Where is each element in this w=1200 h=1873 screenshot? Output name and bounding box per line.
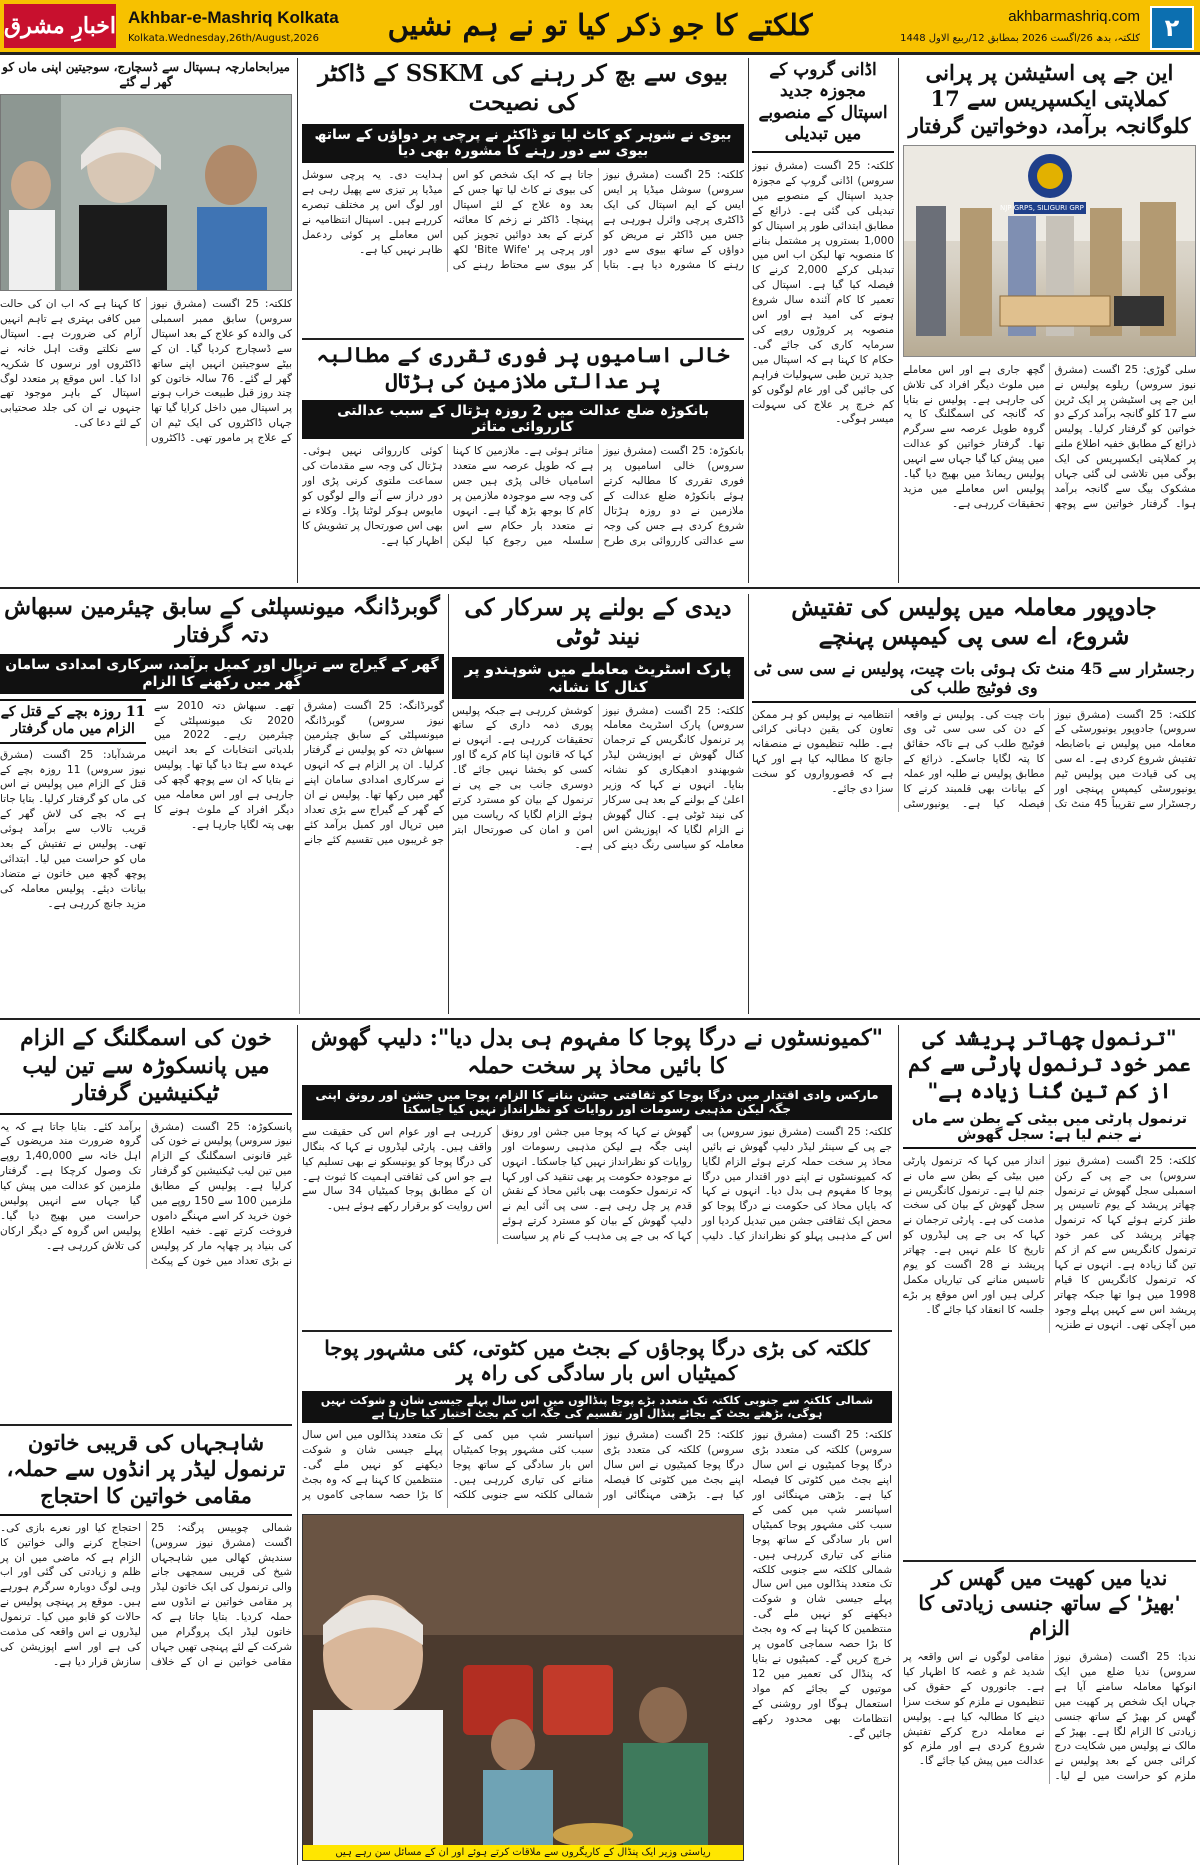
photo-arrested-women: [903, 145, 1196, 357]
article-body: بانکوڑہ: 25 اگست (مشرق نیوز سروس) خالی اسامیوں پر فوری تقرری کا مطالبہ کرتے ہوئے بانکوڑہ ضلع عدالت کے ملازمین نے دو روزہ ہڑتال شروع کردی ہے جس کی وجہ سے عدالتی کارروائی بری طرح متاثر ہوئی ہے۔ ملازمین کا کہنا ہے کہ طویل عرصہ سے متعدد اسامیاں خالی پڑی ہیں جس کی وجہ سے موجودہ ملازمین پر کام کا بوجھ بڑھ گیا ہے۔ انہوں نے متعدد بار حکام سے اس سلسلہ میں رجوع کیا لیکن کوئی کارروائی نہیں ہوئی۔ ہڑتال کی وجہ سے مقدمات کی سماعت ملتوی کرنی پڑی اور دور دراز سے آنے والے لوگوں کو مایوس ہوکر لوٹنا پڑا۔ وکلاء نے بھی اس صورتحال پر تشویش کا اظہار کیا ہے۔: [302, 445, 744, 547]
headline[interactable]: دیدی کے بولنے پر سرکار کی نیند ٹوٹی: [464, 594, 732, 650]
photo-discharge: [0, 94, 292, 291]
headline[interactable]: جادوپور معاملہ میں پولیس کی تفتیش شروع، اے سی پی کیمپس پہنچے: [791, 594, 1157, 650]
subheadline: ترنمول پارٹی میں بیٹی کے بطن سے ماں نے جنم لیا ہے: سجل گھوش: [903, 1109, 1196, 1149]
photo-badge-text: NJP GRPS, SILIGURI GRP: [1000, 203, 1084, 212]
police-group-photo: [904, 146, 1196, 356]
article-gobardanga-chairman[interactable]: [0, 594, 444, 1014]
masthead: [0, 0, 1200, 55]
article-body: کلکتہ: 25 اگست (مشرق نیوز سروس) جادوپور یونیورسٹی کے معاملہ میں پولیس نے باضابطہ تفتیش شروع کردی ہے۔ اے سی پی کی قیادت میں پولیس ٹیم یونیورسٹی کیمپس پہنچی اور رجسٹرار سے تقریباً 45 منٹ تک بات چیت کی۔ پولیس نے واقعہ کے دن کی سی سی ٹی وی فوٹیج طلب کی ہے تاکہ حقائق کا پتہ لگایا جاسکے۔ ذرائع کے مطابق پولیس نے طلبہ اور عملہ کے بیانات بھی قلمبند کرنے کا فیصلہ کیا ہے۔ یونیورسٹی انتظامیہ نے پولیس کو ہر ممکن تعاون کی یقین دہانی کرائی ہے۔ طلبہ تنظیموں نے منصفانہ جانچ کا مطالبہ کیا ہے اور کہا ہے کہ قصورواروں کو سخت سزا دی جائے۔: [752, 708, 1196, 810]
page-number: ۲: [1150, 6, 1194, 50]
article-adani-hospital[interactable]: [752, 58, 894, 583]
subheadline-bar: پارک اسٹریٹ معاملے میں شوہندو پر کنال کا نشانہ: [452, 657, 744, 699]
article-body: سلی گوڑی: 25 اگست (مشرق نیوز سروس) ریلوے پولیس نے این جے پی اسٹیشن پر ایک ٹرین سے 17 کلو گانجہ برآمد کرکے دو خواتین کو گرفتار کرلیا۔ پولیس ذرائع کے مطابق خفیہ اطلاع ملنے پر کملاپتی ایکسپریس کی ایک بوگی میں تلاشی لی گئی جہاں مشکوک بیگ سے گانجہ برآمد ہوا۔ گرفتار خواتین سے پوچھ گچھ جاری ہے اور اس معاملے میں ملوث دیگر افراد کی تلاش کی جارہی ہے۔ پولیس نے بتایا کہ گانجہ کی اسمگلنگ کا یہ گروہ طویل عرصہ سے سرگرم تھا۔ گرفتار خواتین کو عدالت میں پیش کیا گیا جہاں سے انہیں پولیس ریمانڈ میں بھیج دیا گیا۔ پولیس اس معاملے میں مزید تحقیقات کررہی ہے۔: [903, 363, 1196, 510]
photo-artisans: [302, 1514, 744, 1861]
headline[interactable]: بیوی سے بچ کر رہنے کی SSKM کے ڈاکٹر کی نصیحت: [318, 60, 728, 116]
article-body-col1: کلکتہ: 25 اگست (مشرق نیوز سروس) کلکتہ کی متعدد بڑی درگا پوجا کمیٹیوں نے اس سال اپنے بجٹ میں کٹوتی کا فیصلہ کیا ہے۔ بڑھتی مہنگائی اور اسپانسر شپ میں کمی کے سبب کئی مشہور پوجا کمیٹیاں اس بار سادگی کے ساتھ پوجا منانے کی تیاری کررہی ہیں۔ شمالی کلکتہ سے جنوبی کلکتہ تک متعدد پنڈالوں میں اس سال پہلے جیسی شان و شوکت دیکھنے کو نہیں ملے گی۔ منتظمین کا کہنا ہے کہ وہ بجٹ کا بڑا حصہ سماجی کاموں پر خرچ کریں گے۔ کمیٹیوں نے بتایا کہ پنڈال کی تعمیر میں 12 موتیوں کے بجائے کم مواد استعمال ہوگا اور روشنی کے انتظامات بھی محدود رکھے جائیں گے۔: [752, 1429, 892, 1740]
subheadline-bar: بیوی نے شوہر کو کاٹ لیا تو ڈاکٹر نے پرچی پر دواؤں کے ساتھ بیوی سے دور رہنے کا مشورہ بھی دیا: [302, 124, 744, 164]
section-rule: [302, 1330, 892, 1332]
headline[interactable]: گوبرڈانگہ میونسپلٹی کے سابق چیئرمین سبھاش دتہ گرفتار: [4, 594, 440, 648]
section-rule: [302, 338, 744, 340]
article-body: گوبرڈانگہ: 25 اگست (مشرق نیوز سروس) گوبرڈانگہ میونسپلٹی کے سابق چیئرمین سبھاش دتہ کو پولیس نے گرفتار کرلیا۔ ان پر الزام ہے کہ انہوں نے سرکاری امدادی سامان اپنے گھر میں رکھا تھا۔ پولیس نے ان کے گھر کے گیراج سے بڑی تعداد میں ترپال اور کمبل برآمد کئے جو غریبوں میں تقسیم کئے جانے تھے۔ سبھاش دتہ 2010 سے 2020 تک میونسپلٹی کے چیئرمین رہے۔ 2022 میں بلدیاتی انتخابات کے بعد انہیں عہدہ سے ہٹا دیا گیا تھا۔ پولیس نے بتایا کہ ان سے پوچھ گچھ کی جارہی ہے اور اس معاملہ میں دیگر افراد کے ملوث ہونے کا بھی پتہ لگایا جارہا ہے۔: [154, 699, 444, 846]
article-body: شمالی چوبیس پرگنہ: 25 اگست (مشرق نیوز سروس) سندیش کھالی میں شاہجہاں شیخ کی قریبی سمجھی جانے والی ترنمول کی ایک خاتون لیڈر پر مقامی خواتین نے انڈوں سے حملہ کردیا۔ بتایا جاتا ہے کہ خاتون لیڈر ایک پروگرام میں شرکت کے لئے پہنچی تھیں جہاں مقامی خواتین نے ان کے خلاف احتجاج کیا اور نعرے بازی کی۔ احتجاج کرنے والی خواتین کا الزام ہے کہ ماضی میں ان پر ظلم و زیادتی کی گئی اور اب وہی لوگ دوبارہ سرگرم ہورہے ہیں۔ موقع پر پہنچی پولیس نے حالات کو قابو میں کیا۔ ترنمول لیڈروں نے اس واقعہ کی مذمت کی ہے اور اسے اپوزیشن کی سازش قرار دیا ہے۔: [0, 1521, 292, 1668]
article-body: کلکتہ: 25 اگست (مشرق نیوز سروس) سوشل میڈیا پر ایس ایس کے ایم اسپتال کی ایک ڈاکٹری پرچی وائرل ہورہی ہے جس میں ڈاکٹر نے مریض کو دواؤں کے ساتھ بیوی سے دور رہنے کا مشورہ دیا ہے۔ بتایا جاتا ہے کہ ایک شخص کو اس کی بیوی نے کاٹ لیا تھا جس کے بعد وہ علاج کے لئے اسپتال پہنچا۔ ڈاکٹر نے زخم کا معائنہ کرنے کے بعد دوائیں تجویز کیں اور پرچی پر 'Bite Wife' لکھ کر بیوی سے محتاط رہنے کی ہدایت دی۔ یہ پرچی سوشل میڈیا پر تیزی سے پھیل رہی ہے اور لوگ اس پر مختلف تبصرے کررہے ہیں۔ اسپتال انتظامیہ نے اس معاملے پر کوئی ردعمل ظاہر نہیں کیا ہے۔: [302, 169, 744, 271]
subheadline-bar: گھر کے گیراج سے ترپال اور کمبل برآمد، سرکاری امدادی سامان گھر میں رکھنے کا الزام: [0, 654, 444, 694]
article-jadavpur-probe[interactable]: [752, 594, 1196, 1014]
headline[interactable]: کلکتہ کی بڑی درگا پوجاؤں کے بجٹ میں کٹوتی، کئی مشہور پوجا کمیٹیاں اس بار سادگی کی راہ پر: [324, 1336, 870, 1385]
subheadline: رجسٹرار سے 45 منٹ تک ہوئی بات چیت، پولیس نے سی سی ٹی وی فوٹیج طلب کی: [752, 657, 1196, 703]
article-body: کلکتہ: 25 اگست (مشرق نیوز سروس) بی جے پی کے رکن اسمبلی سجل گھوش نے ترنمول چھاتر پریشد کے یوم تاسیس پر طنز کرتے ہوئے کہا کہ ترنمول چھاتر پریشد کی عمر خود ترنمول کانگریس سے کم از کم تین گنا زیادہ ہے۔ انہوں نے کہا کہ ترنمول کانگریس کا قیام 1998 میں ہوا تھا جبکہ چھاتر پریشد اس سے کہیں پہلے وجود میں آچکی تھی۔ انہوں نے طنزیہ انداز میں کہا کہ ترنمول پارٹی میں بیٹی کے بطن سے ماں نے جنم لیا ہے۔ ترنمول کانگریس نے سجل گھوش کے بیان کی سخت مذمت کی ہے۔ پارٹی ترجمان نے کہا کہ بی جے پی لیڈروں کو تاریخ کا علم نہیں ہے۔ چھاتر پریشد نے 28 اگست کو یوم تاسیس منانے کی تیاریاں مکمل کرلی ہیں اور اس موقع پر بڑے جلسہ کا انعقاد کیا جائے گا۔: [903, 1154, 1196, 1331]
article-sskm-doctor[interactable]: [302, 58, 744, 336]
column-rule: [748, 58, 749, 583]
subheadline-bar: مارکس وادی اقتدار میں درگا پوجا کو ثقافتی جشن بنانے کا الزام، پوجا میں جشن اور رونق اپنی جگہ لیکن مذہبی رسومات اور روایات کو نظرانداز نہیں کیا جاسکتا: [302, 1085, 892, 1120]
inner-article-body: مرشدآباد: 25 اگست (مشرق نیوز سروس) 11 روزہ بچے کے قتل کے الزام میں پولیس نے اس کی ماں کو گرفتار کرلیا۔ بتایا جاتا ہے کہ بچے کی لاش گھر کے قریب تالاب سے برآمد ہوئی تھی۔ پولیس نے تفتیش کے بعد ماں کو حراست میں لیا۔ ابتدائی پوچھ گچھ میں خاتون نے متضاد بیانات دیئے۔ پولیس معاملہ کی مزید جانچ کررہی ہے۔: [0, 748, 146, 910]
subheadline-bar: بانکوڑہ ضلع عدالت میں 2 روزہ ہڑتال کے سبب عدالتی کارروائی متاثر: [302, 400, 744, 440]
section-rule: [0, 1424, 292, 1426]
section-rule: [903, 1560, 1196, 1562]
headline[interactable]: این جے پی اسٹیشن پر پرانی کملاپتی ایکسپریس سے 17 کلوگانجہ برآمد، دوخواتین گرفتار: [908, 60, 1191, 138]
masthead-slogan: کلکتے کا جو ذکر کیا تو نے ہم نشیں: [387, 8, 813, 42]
article-dilip-ghosh[interactable]: [302, 1025, 892, 1325]
subheadline-bar: شمالی کلکتہ سے جنوبی کلکتہ تک متعدد بڑے پوجا پنڈالوں میں اس سال پہلے جیسی شان و شوکت نہیں ہوگی، بڑھتے بجٹ کے بجائے پنڈال اور تقسیم کی جگہ اب کم بجٹ اختیار کیا جارہا ہے: [302, 1391, 892, 1423]
article-body: ندیا: 25 اگست (مشرق نیوز سروس) ندیا ضلع میں ایک انوکھا معاملہ سامنے آیا ہے جہاں ایک شخص پر کھیت میں گھس کر بھیڑ کے ساتھ جنسی زیادتی کا الزام لگا ہے۔ بھیڑ کے مالک نے پولیس میں شکایت درج کرائی جس کے بعد پولیس نے ملزم کو حراست میں لے لیا۔ مقامی لوگوں نے اس واقعہ پر شدید غم و غصہ کا اظہار کیا ہے۔ جانوروں کے حقوق کی تنظیموں نے ملزم کو سخت سزا دینے کا مطالبہ کیا ہے۔ پولیس نے معاملہ درج کرکے تفتیش شروع کردی ہے اور ملزم کو عدالت میں پیش کیا جائے گا۔: [903, 1651, 1196, 1783]
headline[interactable]: "ترنمول چھاتر پریشد کی عمر خود ترنمول پارٹی سے کم از کم تین گنا زیادہ ہے": [908, 1025, 1191, 1103]
column-rule: [898, 1025, 899, 1865]
article-blood-smuggling[interactable]: [0, 1025, 292, 1420]
article-nadia-sheep[interactable]: [903, 1566, 1196, 1866]
artisan-workshop-photo: [303, 1515, 744, 1860]
crowd-photo: [1, 95, 292, 290]
inner-article-child-murder[interactable]: [0, 699, 146, 1014]
masthead-title-en: Akhbar-e-Mashriq Kolkata: [128, 8, 339, 27]
article-durga-puja-budget[interactable]: [302, 1336, 892, 1866]
article-body: کلکتہ: 25 اگست (مشرق نیوز سروس) بی جے پی کے سینئر لیڈر دلیپ گھوش نے بائیں محاذ پر سخت حملہ کرتے ہوئے الزام لگایا کہ کمیونسٹوں نے اپنے دور اقتدار میں درگا پوجا کا مفہوم ہی بدل دیا۔ انہوں نے کہا کہ بایاں محاذ کی حکومت نے درگا پوجا کو محض ایک ثقافتی جشن میں تبدیل کردیا اور اس کے مذہبی پہلو کو نظرانداز کیا۔ دلیپ گھوش نے کہا کہ پوجا میں جشن اور رونق اپنی جگہ ہے لیکن مذہبی رسومات اور روایات کو نظرانداز نہیں کیا جاسکتا۔ انہوں نے موجودہ حکومت پر بھی تنقید کی اور کہا کہ ترنمول حکومت بھی بائیں محاذ کے نقش قدم پر چل رہی ہے۔ سی پی آئی ایم نے دلیپ گھوش کے بیان کو مسترد کرتے ہوئے کہا کہ بی جے پی مذہب کے نام پر سیاست کررہی ہے اور عوام اس کی حقیقت سے واقف ہیں۔ پارٹی لیڈروں نے کہا کہ بنگال کی درگا پوجا کو یونیسکو نے بھی تسلیم کیا ہے جو اس کی ثقافتی اہمیت کا ثبوت ہے۔ ان کے مطابق پوجا کمیٹیاں 34 سال سے اس روایت کو برقرار رکھے ہوئے ہیں۔: [302, 1125, 892, 1243]
headline[interactable]: "کمیونسٹوں نے درگا پوجا کا مفہوم ہی بدل دیا": دلیپ گھوش کا بائیں محاذ پر سخت حملہ: [310, 1025, 884, 1079]
article-court-strike[interactable]: [302, 342, 744, 582]
column-rule: [448, 594, 449, 1014]
article-body: پانسکوڑہ: 25 اگست (مشرق نیوز سروس) پولیس نے خون کی غیر قانونی اسمگلنگ کے الزام میں تین لیب ٹیکنیشین کو گرفتار کرلیا ہے۔ پولیس کے مطابق ملزمین 100 سے 150 روپے میں خون خرید کر اسے مہنگے داموں فروخت کرتے تھے۔ خفیہ اطلاع کی بنیاد پر چھاپہ مار کر پولیس نے بڑی تعداد میں خون کے پیکٹ برآمد کئے۔ بتایا جاتا ہے کہ یہ گروہ ضرورت مند مریضوں کے اہل خانہ سے 1,40,000 روپے تک وصول کرچکا ہے۔ گرفتار ملزمین کو عدالت میں پیش کیا گیا جہاں سے انہیں پولیس حراست میں بھیج دیا گیا۔ پولیس اس گروہ کے دیگر ارکان کی تلاش کررہی ہے۔: [0, 1120, 292, 1267]
article-njp-ganja[interactable]: [903, 58, 1196, 583]
headline[interactable]: میرابحامارچہ ہسپتال سے ڈسچارج، سوجیتین اپنی ماں کو گھر لے گئے: [2, 60, 290, 89]
article-tmcp-age[interactable]: [903, 1025, 1196, 1555]
headline[interactable]: خون کی اسمگلنگ کے الزام میں پانسکوڑہ سے تین لیب ٹیکنیشین گرفتار: [0, 1025, 292, 1115]
row-rule: [0, 1018, 1200, 1020]
headline[interactable]: شاہجہاں کی قریبی خاتون ترنمول لیڈر پر انڈوں سے حملہ، مقامی خواتین کا احتجاج: [0, 1430, 292, 1516]
masthead-website[interactable]: akhbarmashriq.com: [1008, 8, 1140, 25]
photo-caption: ریاستی وزیر ایک پنڈال کے کاریگروں سے ملاقات کرتے ہوئے اور ان کے مسائل سن رہے ہیں: [303, 1845, 743, 1860]
headline[interactable]: خالی اسامیوں پر فوری تقرری کے مطالبہ پر عدالتی ملازمین کی ہڑتال: [316, 342, 730, 394]
newspaper-logo[interactable]: اخبارِ مشرق: [4, 4, 116, 48]
headline[interactable]: اڈانی گروپ کے مجوزہ جدید اسپتال کے منصوبے میں تبدیلی: [752, 58, 894, 153]
article-body-top: کلکتہ: 25 اگست (مشرق نیوز سروس) کلکتہ کی متعدد بڑی درگا پوجا کمیٹیوں نے اس سال اپنے بجٹ میں کٹوتی کا فیصلہ کیا ہے۔ بڑھتی مہنگائی اور اسپانسر شپ میں کمی کے سبب کئی مشہور پوجا کمیٹیاں اس بار سادگی کے ساتھ پوجا منانے کی تیاری کررہی ہیں۔ شمالی کلکتہ سے جنوبی کلکتہ تک متعدد پنڈالوں میں اس سال پہلے جیسی شان و شوکت دیکھنے کو نہیں ملے گی۔ منتظمین کا کہنا ہے کہ وہ بجٹ کا بڑا حصہ سماجی کاموں پر: [302, 1429, 744, 1501]
column-rule: [898, 58, 899, 583]
row-rule: [0, 587, 1200, 589]
article-body: کلکتہ: 25 اگست (مشرق نیوز سروس) سابق ممبر اسمبلی کی والدہ کو علاج کے بعد اسپتال سے ڈسچارج کردیا گیا۔ ان کے بیٹے سوجیتین انہیں اپنے ساتھ گھر لے گئے۔ 76 سالہ خاتون کو چند روز قبل طبیعت خراب ہونے پر اسپتال میں داخل کرایا گیا تھا جہاں ڈاکٹروں کی ایک ٹیم ان کے علاج پر مامور تھی۔ ڈاکٹروں کا کہنا ہے کہ اب ان کی حالت میں کافی بہتری ہے تاہم انہیں آرام کی ضرورت ہے۔ اسپتال سے نکلتے وقت اہل خانہ نے ڈاکٹروں اور نرسوں کا شکریہ ادا کیا۔ اس موقع پر متعدد لوگ اسپتال کے باہر موجود تھے جنہوں نے ان کی جلد صحتیابی کے لئے دعا کی۔: [0, 298, 292, 445]
inner-headline[interactable]: 11 روزہ بچے کے قتل کے الزام میں ماں گرفتار: [0, 699, 146, 744]
column-rule: [297, 58, 298, 583]
masthead-date-ur: کلکتہ، بدھ 26/اگست 2026 بمطابق 12/ربیع الاول 1448: [900, 33, 1140, 44]
headline[interactable]: ندیا میں کھیت میں گھس کر 'بھیڑ' کے ساتھ جنسی زیادتی کا الزام: [918, 1566, 1181, 1640]
article-body: کلکتہ: 25 اگست (مشرق نیوز سروس) پارک اسٹریٹ معاملہ پر ترنمول کانگریس کے ترجمان کنال گھوش نے اپوزیشن لیڈر شوبھندو ادھیکاری کو نشانہ بنایا۔ انہوں نے کہا کہ وزیر اعلیٰ کے بولنے کے بعد ہی سرکار کی نیند ٹوٹی ہے۔ کنال گھوش نے الزام لگایا کہ اپوزیشن اس معاملہ کو سیاسی رنگ دینے کی کوشش کررہی ہے جبکہ پولیس پوری ذمہ داری کے ساتھ تحقیقات کررہی ہے۔ انہوں نے کہا کہ قانون اپنا کام کرے گا اور کسی کو بخشا نہیں جائے گا۔ دوسری جانب بی جے پی نے ترنمول کے بیان کو مسترد کرتے ہوئے الزام لگایا کہ ریاست میں امن و امان کی صورتحال ابتر ہے۔: [452, 704, 744, 851]
masthead-date-en: Kolkata.Wednesday,26th/August,2026: [128, 33, 319, 44]
column-rule: [297, 1025, 298, 1865]
article-body: کلکتہ: 25 اگست (مشرق نیوز سروس) اڈانی گروپ کے مجوزہ جدید اسپتال کے منصوبے میں تبدیلی کی گئی ہے۔ ذرائع کے مطابق ابتدائی طور پر اسپتال کو 1,000 بستروں پر مشتمل بنانے کا منصوبہ تھا لیکن اب اس میں تبدیلی کرکے 2,000 کرنے کا فیصلہ کیا گیا ہے۔ اسپتال کی تعمیر کا کام آئندہ سال شروع ہونے کی امید ہے اور اس منصوبہ پر کروڑوں روپے کی سرمایہ کاری کی جائے گی۔ حکام کا کہنا ہے کہ اسپتال میں جدید ترین طبی سہولیات فراہم کی جائیں گی اور عام لوگوں کو کم خرچ پر علاج کی سہولت میسر ہوگی۔: [752, 160, 894, 426]
article-hospital-discharge[interactable]: [0, 58, 292, 583]
article-didi-statement[interactable]: [452, 594, 744, 1014]
article-egg-attack[interactable]: [0, 1430, 292, 1866]
column-rule: [748, 594, 749, 1014]
